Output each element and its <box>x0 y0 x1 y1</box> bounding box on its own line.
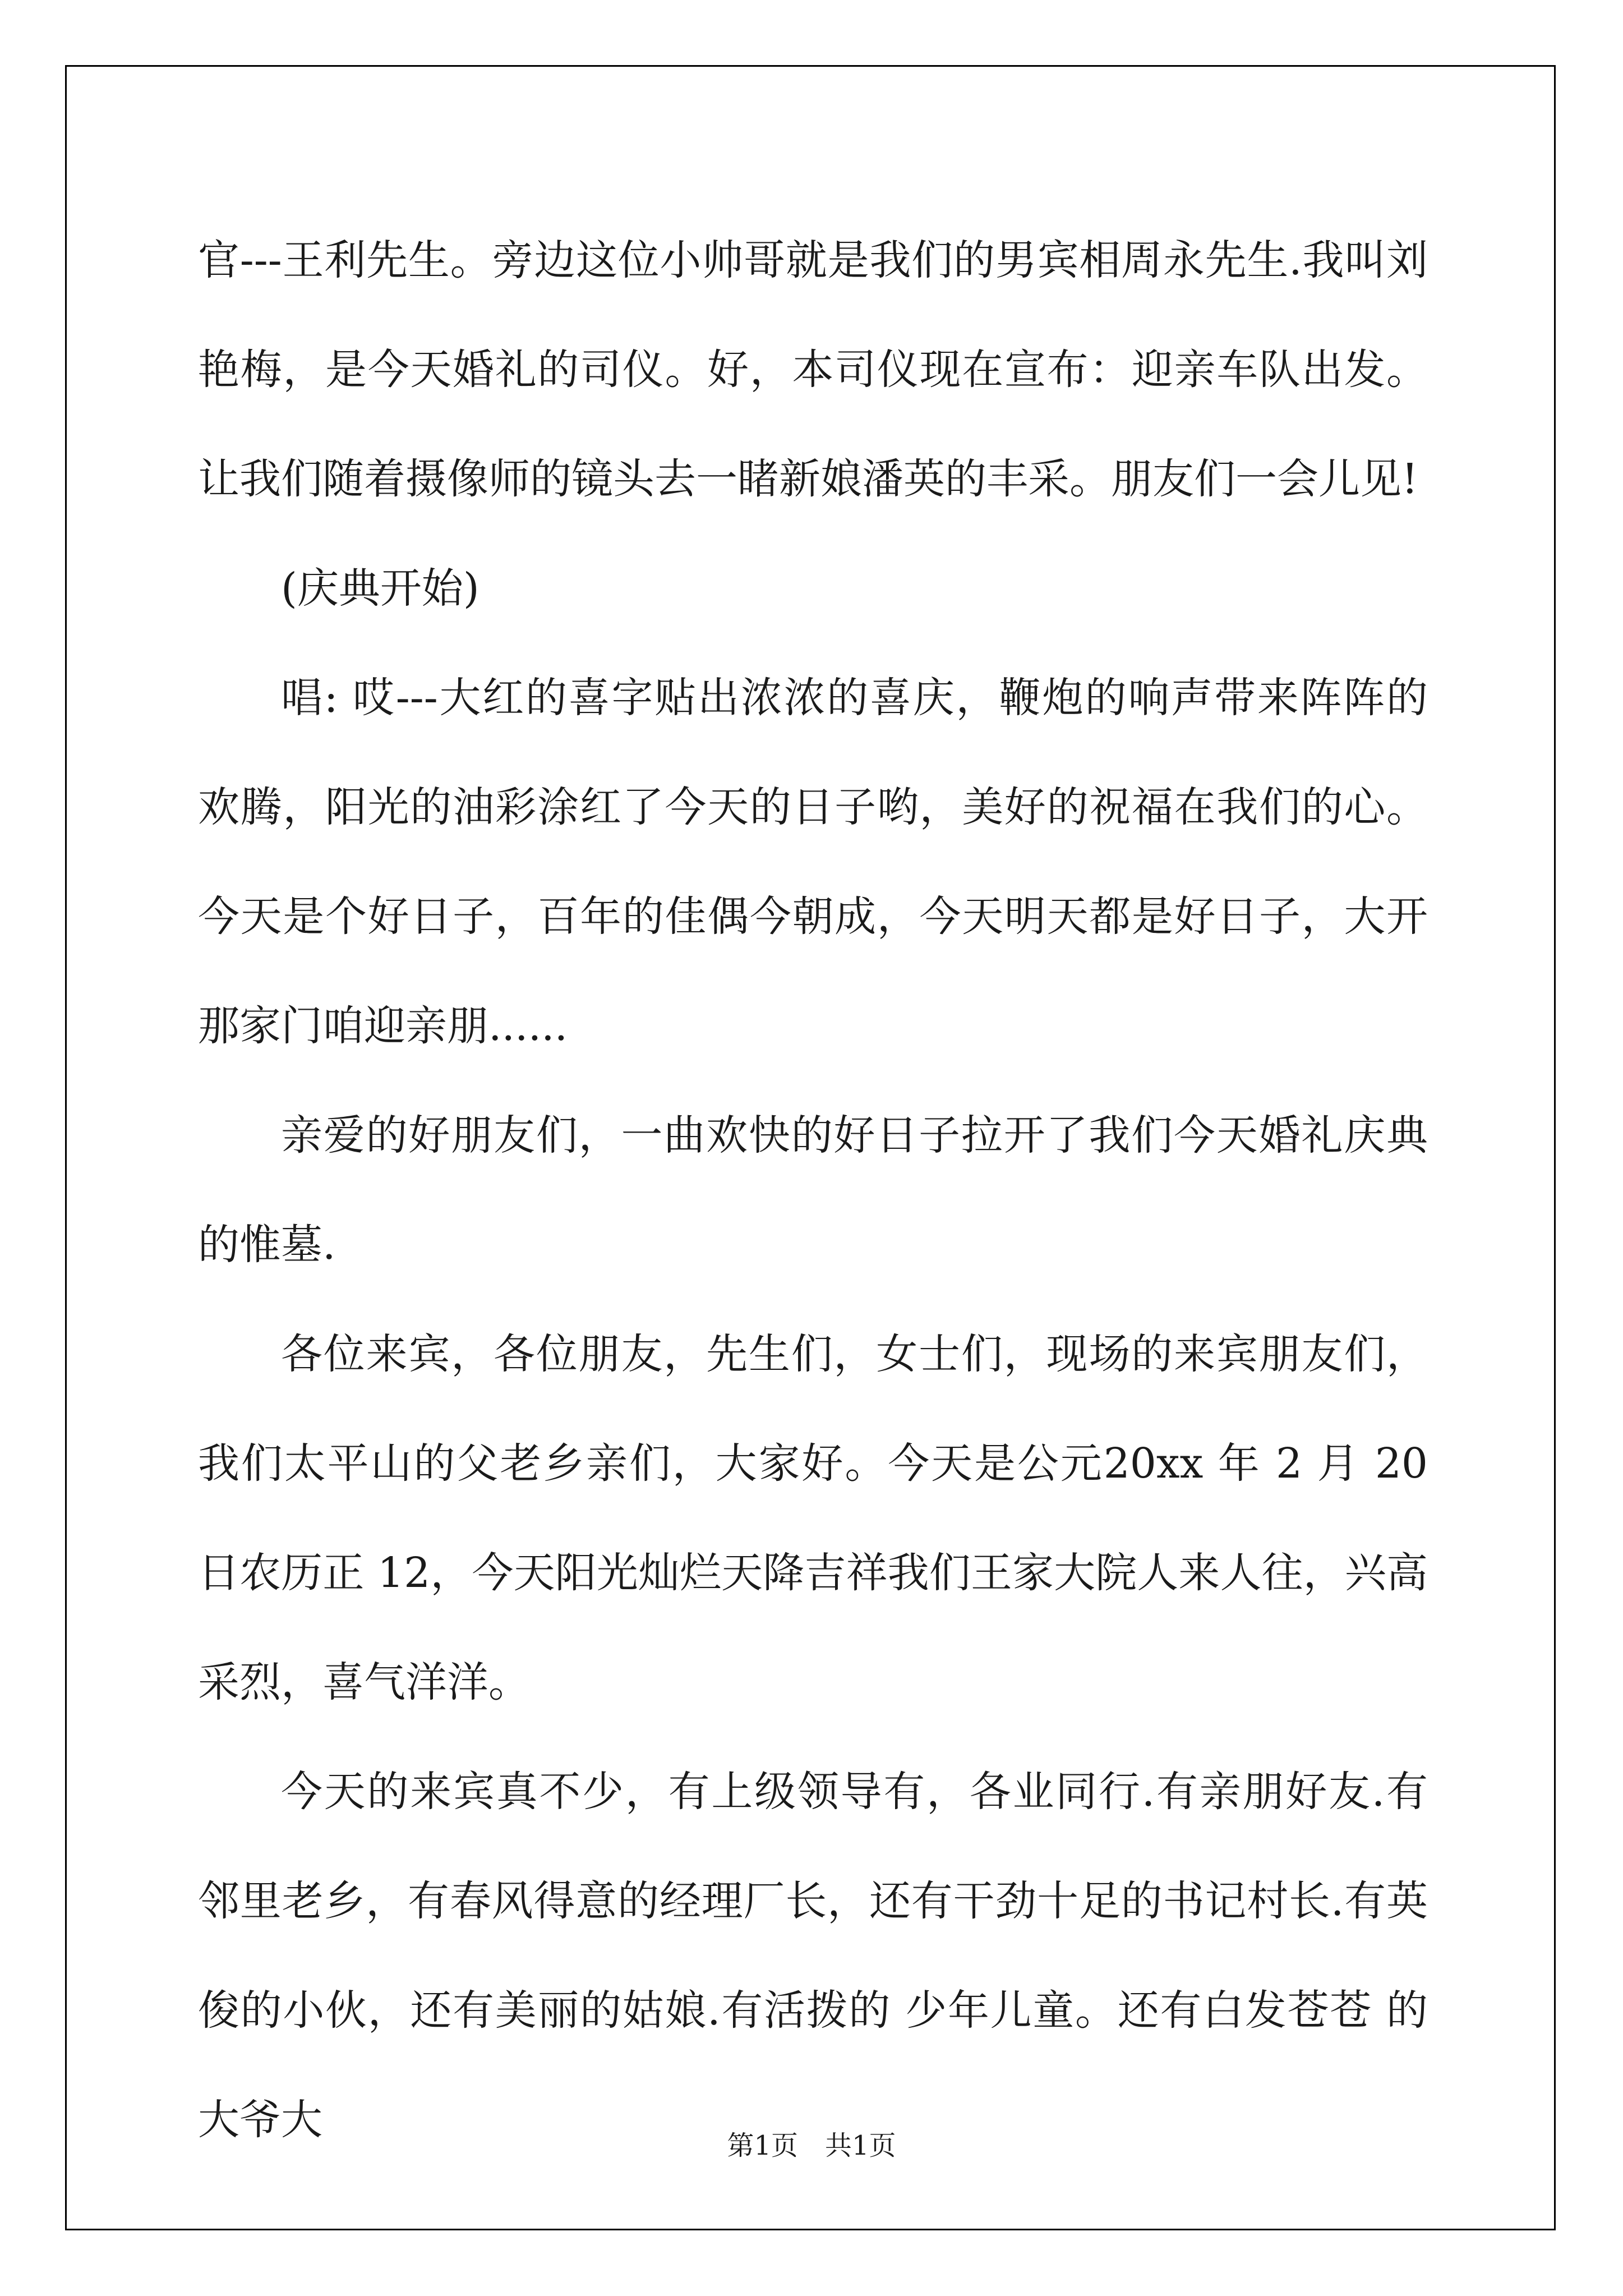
paragraph-1: 官---王利先生。旁边这位小帅哥就是我们的男宾相周永先生.我叫刘艳梅，是今天婚礼的司仪。好，本司仪现在宣布：迎亲车队出发。让我们随着摄像师的镜头去一睹新娘潘英的丰采。朋友们一会儿见! <box>198 236 1428 503</box>
paragraph-2: (庆典开始) <box>281 564 479 613</box>
paragraph-4: 亲爱的好朋友们，一曲欢快的好日子拉开了我们今天婚礼庆典的惟墓. <box>198 1111 1428 1269</box>
paragraph-6: 今天的来宾真不少，有上级领导有，各业同行.有亲朋好友.有邻里老乡，有春风得意的经理厂长，还有干劲十足的书记村长.有英俊的小伙，还有美丽的姑娘.有活拨的 少年儿童。还有白发苍苍 的大爷大 <box>198 1768 1428 2144</box>
paragraph-3: 唱: 哎---大红的喜字贴出浓浓的喜庆，鞭炮的响声带来阵阵的欢腾，阳光的油彩涂红了今天的日子哟，美好的祝福在我们的心。今天是个好日子，百年的佳偶今朝成，今天明天都是好日子，大开那家门咱迎亲朋...... <box>198 674 1428 1050</box>
page-footer: 第1页 共1页 <box>727 2130 896 2161</box>
document-body <box>198 206 1428 2175</box>
paragraph-5: 各位来宾，各位朋友，先生们，女士们，现场的来宾朋友们，我们太平山的父老乡亲们，大家好。今天是公元20xx 年 2 月 20 日农历正 12，今天阳光灿烂天降吉祥我们王家大院人来人往，兴高采烈，喜气洋洋。 <box>198 1330 1428 1706</box>
